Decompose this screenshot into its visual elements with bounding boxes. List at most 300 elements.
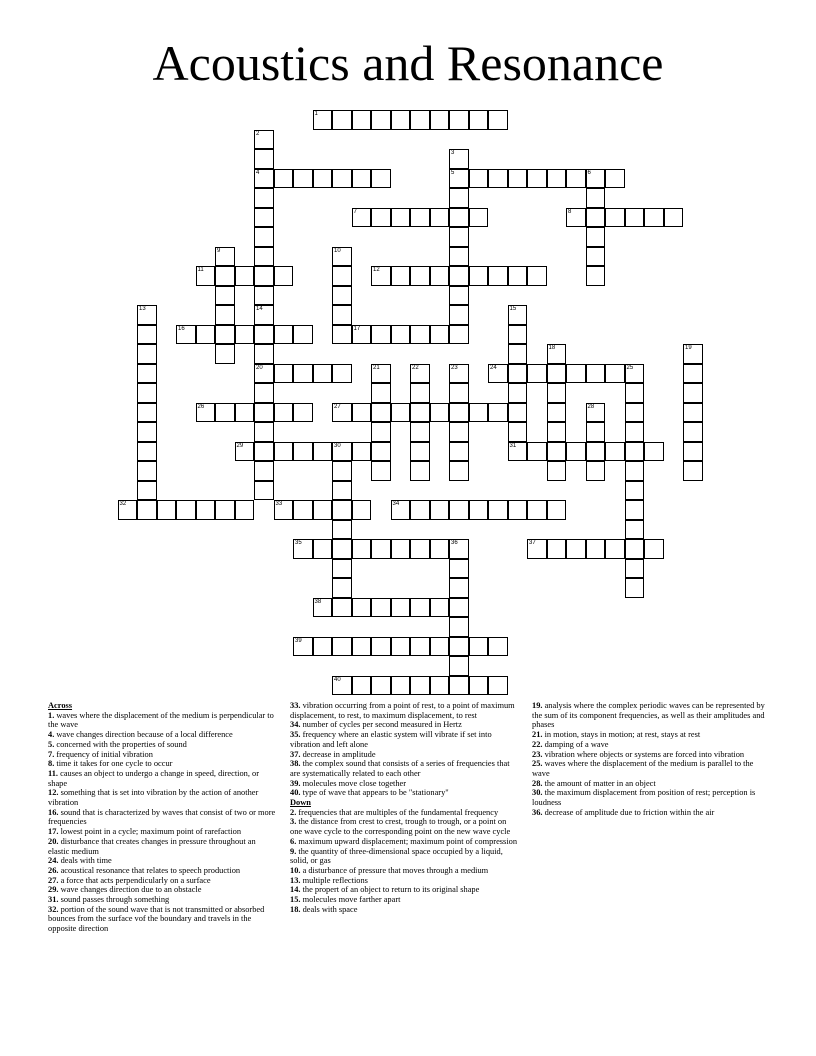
grid-cell[interactable]	[332, 364, 352, 384]
clue-text: waves where the displacement of the medium is parallel to the wave	[532, 759, 754, 778]
across-clue	[48, 788, 276, 807]
grid-cell[interactable]	[605, 169, 625, 189]
grid-cell[interactable]	[410, 403, 430, 423]
grid-cell[interactable]	[391, 500, 411, 520]
grid-cell[interactable]	[215, 247, 235, 267]
grid-cell[interactable]	[332, 461, 352, 481]
grid-cell[interactable]	[625, 481, 645, 501]
grid-cell[interactable]	[625, 500, 645, 520]
grid-cell[interactable]	[625, 403, 645, 423]
grid-cell[interactable]	[547, 422, 567, 442]
grid-cell[interactable]	[391, 266, 411, 286]
grid-cell[interactable]	[313, 539, 333, 559]
grid-cell[interactable]	[254, 149, 274, 169]
grid-cell[interactable]	[215, 344, 235, 364]
grid-cell[interactable]	[527, 169, 547, 189]
grid-cell[interactable]	[293, 637, 313, 657]
grid-cell[interactable]	[469, 110, 489, 130]
grid-cell[interactable]	[449, 227, 469, 247]
grid-cell[interactable]	[449, 286, 469, 306]
grid-cell[interactable]	[391, 676, 411, 696]
grid-cell[interactable]	[371, 598, 391, 618]
grid-cell[interactable]	[254, 325, 274, 345]
grid-cell[interactable]	[254, 305, 274, 325]
grid-cell[interactable]	[254, 344, 274, 364]
grid-cell[interactable]	[508, 305, 528, 325]
grid-cell[interactable]	[410, 442, 430, 462]
grid-cell[interactable]	[391, 598, 411, 618]
grid-cell[interactable]	[137, 500, 157, 520]
grid-cell[interactable]	[449, 598, 469, 618]
grid-cell[interactable]	[449, 149, 469, 169]
grid-cell[interactable]	[605, 442, 625, 462]
grid-cell[interactable]	[430, 403, 450, 423]
grid-cell[interactable]	[449, 422, 469, 442]
grid-cell[interactable]	[371, 169, 391, 189]
grid-cell[interactable]	[410, 266, 430, 286]
grid-cell[interactable]	[508, 266, 528, 286]
grid-cell[interactable]	[254, 208, 274, 228]
grid-cell[interactable]	[352, 325, 372, 345]
grid-cell[interactable]	[586, 442, 606, 462]
grid-cell[interactable]	[566, 364, 586, 384]
grid-cell[interactable]	[137, 403, 157, 423]
grid-cell[interactable]	[410, 325, 430, 345]
grid-cell[interactable]	[371, 539, 391, 559]
grid-cell[interactable]	[449, 559, 469, 579]
grid-cell[interactable]	[332, 539, 352, 559]
clue-text: damping of a wave	[542, 739, 609, 749]
across-clue	[48, 876, 276, 886]
grid-cell[interactable]	[235, 325, 255, 345]
grid-cell[interactable]	[235, 266, 255, 286]
down-clue	[290, 895, 518, 905]
grid-cell[interactable]	[586, 247, 606, 267]
clue-number: 4.	[48, 730, 55, 740]
grid-cell[interactable]	[488, 403, 508, 423]
grid-cell[interactable]	[371, 461, 391, 481]
grid-cell[interactable]	[352, 403, 372, 423]
grid-cell[interactable]	[469, 676, 489, 696]
grid-cell[interactable]	[332, 247, 352, 267]
grid-cell[interactable]	[566, 169, 586, 189]
grid-cell[interactable]	[430, 110, 450, 130]
grid-cell[interactable]	[352, 110, 372, 130]
grid-cell[interactable]	[332, 500, 352, 520]
grid-cell[interactable]	[547, 364, 567, 384]
cell-number: 4	[256, 169, 260, 176]
grid-cell[interactable]	[430, 500, 450, 520]
cell-number: 18	[548, 345, 556, 351]
grid-cell[interactable]	[332, 481, 352, 501]
grid-cell[interactable]	[410, 539, 430, 559]
grid-cell[interactable]	[371, 208, 391, 228]
grid-cell[interactable]	[137, 422, 157, 442]
grid-cell[interactable]	[196, 403, 216, 423]
grid-cell[interactable]	[410, 461, 430, 481]
grid-cell[interactable]	[293, 325, 313, 345]
grid-cell[interactable]	[157, 500, 177, 520]
grid-cell[interactable]	[488, 676, 508, 696]
grid-cell[interactable]	[410, 208, 430, 228]
grid-cell[interactable]	[449, 364, 469, 384]
grid-cell[interactable]	[352, 539, 372, 559]
grid-cell[interactable]	[527, 539, 547, 559]
grid-cell[interactable]	[508, 403, 528, 423]
grid-cell[interactable]	[391, 637, 411, 657]
grid-cell[interactable]	[586, 266, 606, 286]
grid-cell[interactable]	[410, 598, 430, 618]
grid-cell[interactable]	[293, 500, 313, 520]
grid-cell[interactable]	[527, 266, 547, 286]
grid-cell[interactable]	[625, 461, 645, 481]
grid-cell[interactable]	[313, 364, 333, 384]
grid-cell[interactable]	[371, 325, 391, 345]
grid-cell[interactable]	[449, 539, 469, 559]
grid-cell[interactable]	[215, 266, 235, 286]
grid-cell[interactable]	[137, 305, 157, 325]
grid-cell[interactable]	[313, 598, 333, 618]
grid-cell[interactable]	[332, 169, 352, 189]
grid-cell[interactable]	[352, 208, 372, 228]
grid-cell[interactable]	[254, 442, 274, 462]
grid-cell[interactable]	[430, 598, 450, 618]
grid-cell[interactable]	[469, 500, 489, 520]
grid-cell[interactable]	[352, 500, 372, 520]
grid-cell[interactable]	[586, 461, 606, 481]
grid-cell[interactable]	[371, 403, 391, 423]
down-clue	[290, 817, 518, 836]
across-clue	[48, 827, 276, 837]
grid-cell[interactable]	[352, 442, 372, 462]
grid-cell[interactable]	[488, 364, 508, 384]
grid-cell[interactable]	[430, 325, 450, 345]
grid-cell[interactable]	[137, 481, 157, 501]
grid-cell[interactable]	[683, 442, 703, 462]
grid-cell[interactable]	[605, 539, 625, 559]
grid-cell[interactable]	[449, 676, 469, 696]
grid-cell[interactable]	[254, 266, 274, 286]
grid-cell[interactable]	[449, 247, 469, 267]
grid-cell[interactable]	[196, 266, 216, 286]
grid-cell[interactable]	[274, 500, 294, 520]
grid-cell[interactable]	[449, 188, 469, 208]
grid-cell[interactable]	[430, 539, 450, 559]
grid-cell[interactable]	[625, 520, 645, 540]
grid-cell[interactable]	[625, 559, 645, 579]
grid-cell[interactable]	[391, 403, 411, 423]
grid-cell[interactable]	[176, 500, 196, 520]
grid-cell[interactable]	[586, 364, 606, 384]
grid-cell[interactable]	[371, 676, 391, 696]
across-clue	[290, 779, 518, 789]
grid-cell[interactable]	[274, 442, 294, 462]
clue-text: vibration occurring from a point of rest, to a point of maximum displacement, to rest, to maximum displacement, to rest	[290, 701, 515, 720]
cell-number: 26	[197, 403, 205, 410]
grid-cell[interactable]	[566, 208, 586, 228]
grid-cell[interactable]	[391, 325, 411, 345]
grid-cell[interactable]	[469, 266, 489, 286]
cell-number: 35	[295, 540, 302, 546]
grid-cell[interactable]	[254, 461, 274, 481]
down-clue	[290, 808, 518, 818]
grid-cell[interactable]	[683, 364, 703, 384]
grid-cell[interactable]	[254, 227, 274, 247]
grid-cell[interactable]	[215, 305, 235, 325]
grid-cell[interactable]	[547, 461, 567, 481]
grid-cell[interactable]	[449, 325, 469, 345]
cell-number: 10	[334, 247, 341, 254]
grid-cell[interactable]	[235, 403, 255, 423]
grid-cell[interactable]	[215, 286, 235, 306]
grid-cell[interactable]	[293, 539, 313, 559]
grid-cell[interactable]	[254, 130, 274, 150]
grid-cell[interactable]	[683, 422, 703, 442]
grid-cell[interactable]	[586, 188, 606, 208]
grid-cell[interactable]	[508, 383, 528, 403]
grid-cell[interactable]	[352, 637, 372, 657]
grid-cell[interactable]	[332, 578, 352, 598]
grid-cell[interactable]	[196, 325, 216, 345]
grid-cell[interactable]	[547, 500, 567, 520]
grid-cell[interactable]	[215, 500, 235, 520]
grid-cell[interactable]	[410, 364, 430, 384]
grid-cell[interactable]	[508, 500, 528, 520]
grid-cell[interactable]	[449, 403, 469, 423]
grid-cell[interactable]	[352, 676, 372, 696]
grid-cell[interactable]	[430, 676, 450, 696]
grid-cell[interactable]	[254, 481, 274, 501]
grid-cell[interactable]	[274, 266, 294, 286]
grid-cell[interactable]	[488, 637, 508, 657]
clue-text: wave changes direction due to an obstacle	[58, 885, 202, 895]
grid-cell[interactable]	[332, 598, 352, 618]
grid-cell[interactable]	[254, 188, 274, 208]
grid-cell[interactable]	[664, 208, 684, 228]
clue-number: 31.	[48, 895, 59, 905]
grid-cell[interactable]	[527, 500, 547, 520]
clue-number: 17.	[48, 827, 59, 837]
grid-cell[interactable]	[625, 364, 645, 384]
grid-cell[interactable]	[274, 403, 294, 423]
grid-cell[interactable]	[235, 442, 255, 462]
grid-cell[interactable]	[586, 403, 606, 423]
grid-cell[interactable]	[391, 539, 411, 559]
grid-cell[interactable]	[449, 500, 469, 520]
grid-cell[interactable]	[313, 442, 333, 462]
grid-cell[interactable]	[625, 383, 645, 403]
grid-cell[interactable]	[332, 637, 352, 657]
grid-cell[interactable]	[254, 247, 274, 267]
grid-cell[interactable]	[410, 676, 430, 696]
grid-cell[interactable]	[313, 110, 333, 130]
clue-number: 19.	[532, 701, 543, 710]
grid-cell[interactable]	[449, 208, 469, 228]
grid-cell[interactable]	[449, 578, 469, 598]
grid-cell[interactable]	[449, 266, 469, 286]
grid-cell[interactable]	[625, 422, 645, 442]
grid-cell[interactable]	[488, 266, 508, 286]
grid-cell[interactable]	[332, 520, 352, 540]
grid-cell[interactable]	[527, 364, 547, 384]
grid-cell[interactable]	[235, 500, 255, 520]
grid-cell[interactable]	[371, 364, 391, 384]
grid-cell[interactable]	[547, 442, 567, 462]
grid-cell[interactable]	[332, 403, 352, 423]
grid-cell[interactable]	[508, 344, 528, 364]
grid-cell[interactable]	[410, 500, 430, 520]
grid-cell[interactable]	[449, 305, 469, 325]
grid-cell[interactable]	[488, 500, 508, 520]
grid-cell[interactable]	[332, 325, 352, 345]
grid-cell[interactable]	[371, 442, 391, 462]
grid-cell[interactable]	[215, 403, 235, 423]
grid-cell[interactable]	[254, 169, 274, 189]
grid-cell[interactable]	[488, 110, 508, 130]
grid-cell[interactable]	[683, 344, 703, 364]
grid-cell[interactable]	[625, 442, 645, 462]
grid-cell[interactable]	[410, 110, 430, 130]
grid-cell[interactable]	[469, 403, 489, 423]
grid-cell[interactable]	[254, 403, 274, 423]
grid-cell[interactable]	[644, 442, 664, 462]
grid-cell[interactable]	[508, 169, 528, 189]
grid-cell[interactable]	[586, 422, 606, 442]
grid-cell[interactable]	[274, 364, 294, 384]
grid-cell[interactable]	[547, 403, 567, 423]
grid-cell[interactable]	[547, 344, 567, 364]
grid-cell[interactable]	[644, 539, 664, 559]
grid-cell[interactable]	[254, 422, 274, 442]
grid-cell[interactable]	[371, 422, 391, 442]
grid-cell[interactable]	[508, 325, 528, 345]
grid-cell[interactable]	[586, 227, 606, 247]
grid-cell[interactable]	[118, 500, 138, 520]
grid-cell[interactable]	[566, 539, 586, 559]
grid-cell[interactable]	[371, 383, 391, 403]
grid-cell[interactable]	[391, 208, 411, 228]
grid-cell[interactable]	[137, 442, 157, 462]
cell-number: 2	[256, 130, 260, 137]
cell-number: 34	[392, 501, 400, 507]
grid-cell[interactable]	[449, 461, 469, 481]
grid-cell[interactable]	[410, 383, 430, 403]
grid-cell[interactable]	[469, 169, 489, 189]
grid-cell[interactable]	[196, 500, 216, 520]
grid-cell[interactable]	[605, 208, 625, 228]
grid-cell[interactable]	[137, 364, 157, 384]
clue-number: 22.	[532, 739, 543, 749]
grid-cell[interactable]	[449, 637, 469, 657]
grid-cell[interactable]	[644, 208, 664, 228]
grid-cell[interactable]	[215, 325, 235, 345]
grid-cell[interactable]	[683, 403, 703, 423]
grid-cell[interactable]	[449, 383, 469, 403]
grid-cell[interactable]	[449, 110, 469, 130]
clue-number: 3.	[290, 817, 297, 827]
grid-cell[interactable]	[313, 500, 333, 520]
grid-cell[interactable]	[625, 578, 645, 598]
grid-cell[interactable]	[683, 461, 703, 481]
grid-cell[interactable]	[137, 325, 157, 345]
grid-cell[interactable]	[508, 364, 528, 384]
grid-cell[interactable]	[352, 598, 372, 618]
grid-cell[interactable]	[332, 442, 352, 462]
grid-cell[interactable]	[332, 110, 352, 130]
grid-cell[interactable]	[449, 169, 469, 189]
grid-cell[interactable]	[332, 305, 352, 325]
grid-cell[interactable]	[293, 403, 313, 423]
grid-cell[interactable]	[449, 617, 469, 637]
grid-cell[interactable]	[625, 539, 645, 559]
grid-cell[interactable]	[683, 383, 703, 403]
grid-cell[interactable]	[586, 208, 606, 228]
grid-cell[interactable]	[137, 383, 157, 403]
clue-text: decrease in amplitude	[300, 749, 376, 759]
grid-cell[interactable]	[547, 383, 567, 403]
grid-cell[interactable]	[547, 539, 567, 559]
grid-cell[interactable]	[137, 344, 157, 364]
grid-cell[interactable]	[469, 637, 489, 657]
grid-cell[interactable]	[508, 422, 528, 442]
grid-cell[interactable]	[469, 208, 489, 228]
grid-cell[interactable]	[605, 364, 625, 384]
grid-cell[interactable]	[313, 169, 333, 189]
clue-number: 40.	[290, 788, 301, 798]
grid-cell[interactable]	[254, 286, 274, 306]
grid-cell[interactable]	[332, 559, 352, 579]
grid-cell[interactable]	[313, 637, 333, 657]
grid-cell[interactable]	[391, 110, 411, 130]
grid-cell[interactable]	[430, 266, 450, 286]
grid-cell[interactable]	[430, 208, 450, 228]
grid-cell[interactable]	[449, 442, 469, 462]
grid-cell[interactable]	[410, 637, 430, 657]
grid-cell[interactable]	[254, 364, 274, 384]
grid-cell[interactable]	[254, 383, 274, 403]
grid-cell[interactable]	[371, 266, 391, 286]
grid-cell[interactable]	[410, 422, 430, 442]
grid-cell[interactable]	[625, 208, 645, 228]
grid-cell[interactable]	[137, 461, 157, 481]
grid-cell[interactable]	[449, 656, 469, 676]
grid-cell[interactable]	[352, 169, 372, 189]
grid-cell[interactable]	[332, 286, 352, 306]
grid-cell[interactable]	[371, 110, 391, 130]
grid-cell[interactable]	[332, 676, 352, 696]
grid-cell[interactable]	[293, 364, 313, 384]
down-clue	[532, 788, 770, 807]
grid-cell[interactable]	[488, 169, 508, 189]
grid-cell[interactable]	[293, 169, 313, 189]
grid-cell[interactable]	[430, 637, 450, 657]
clue-text: something that is set into vibration by the action of another vibration	[48, 788, 259, 808]
grid-cell[interactable]	[566, 442, 586, 462]
grid-cell[interactable]	[274, 325, 294, 345]
grid-cell[interactable]	[586, 539, 606, 559]
clue-text: type of wave that appears to be "stationary"	[300, 788, 449, 798]
grid-cell[interactable]	[293, 442, 313, 462]
grid-cell[interactable]	[508, 442, 528, 462]
grid-cell[interactable]	[274, 169, 294, 189]
grid-cell[interactable]	[586, 169, 606, 189]
grid-cell[interactable]	[371, 637, 391, 657]
grid-cell[interactable]	[176, 325, 196, 345]
clue-number: 34.	[290, 720, 301, 730]
grid-cell[interactable]	[527, 442, 547, 462]
grid-cell[interactable]	[332, 266, 352, 286]
grid-cell[interactable]	[547, 169, 567, 189]
